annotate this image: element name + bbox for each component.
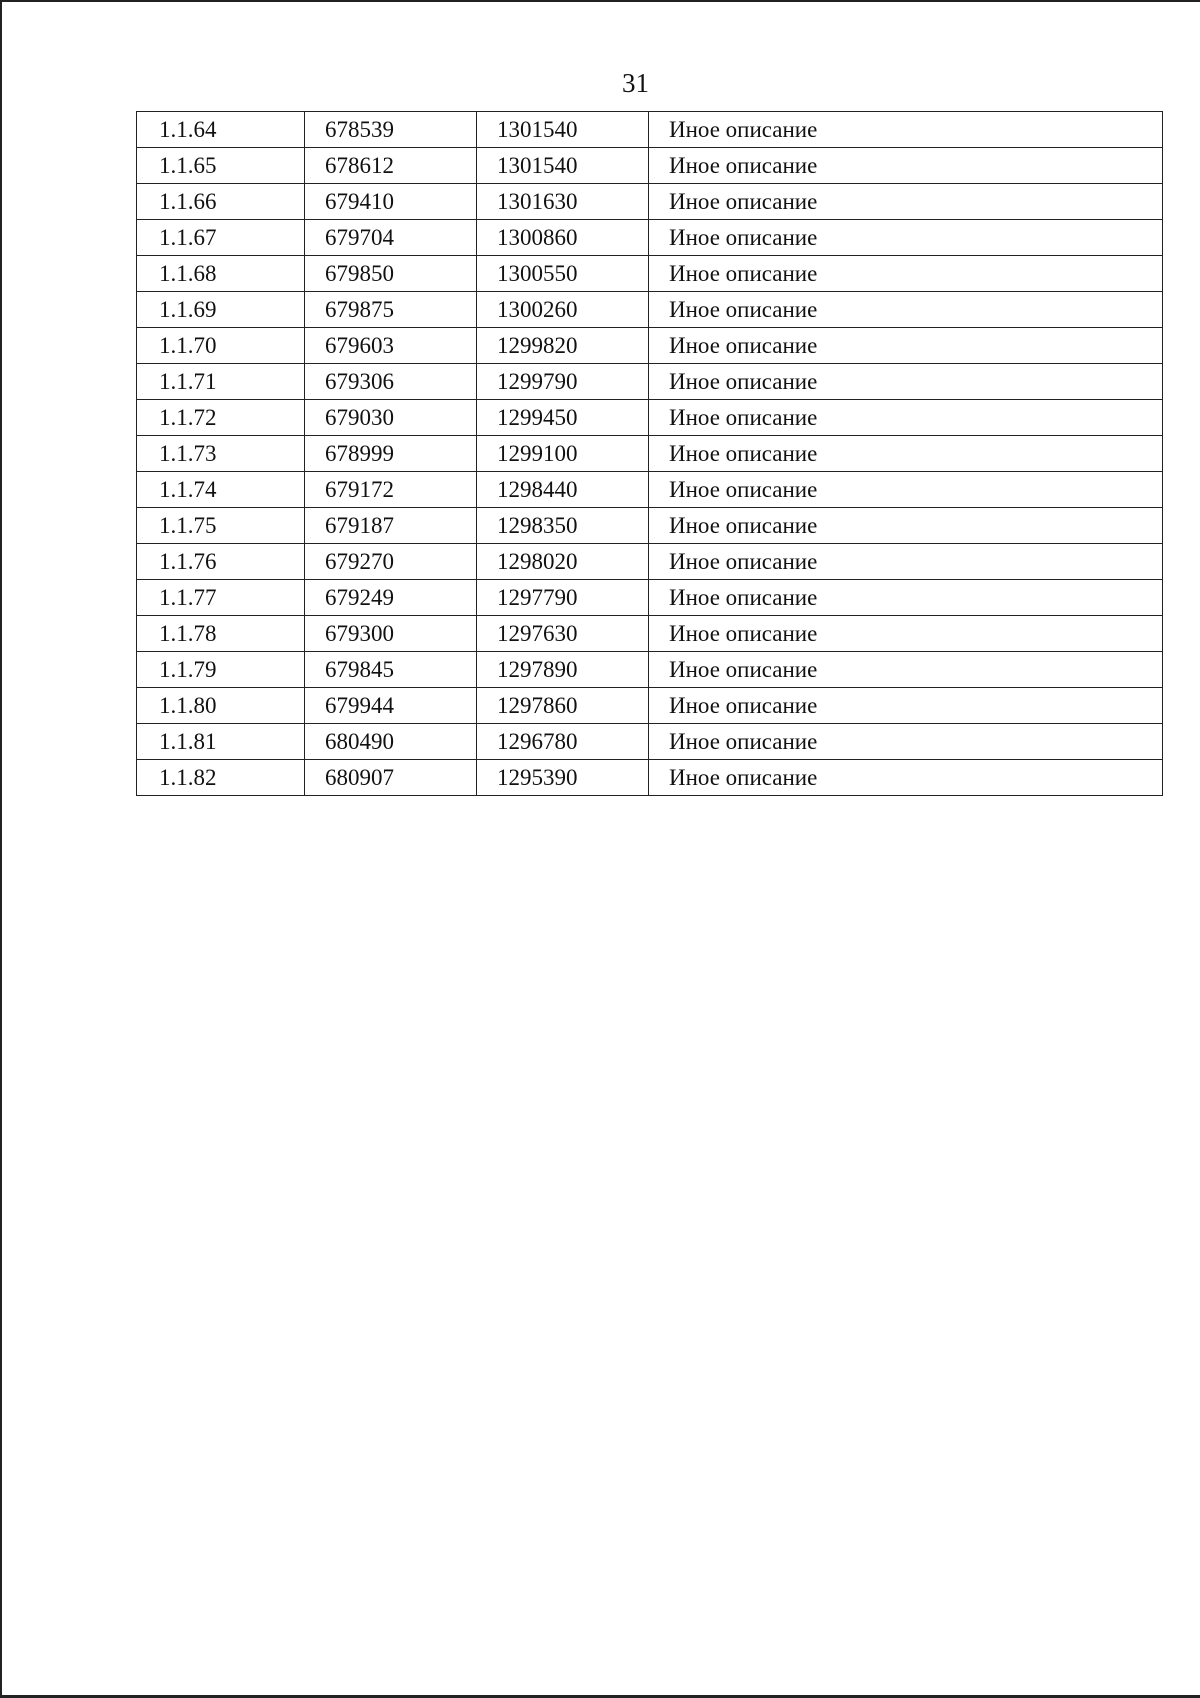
description-cell: Иное описание [649,760,1163,796]
table-row [137,580,1163,616]
table-row [137,256,1163,292]
x-coordinate-cell: 679704 [305,220,477,256]
coordinates-table [136,111,1163,796]
table-row [137,760,1163,796]
y-coordinate-cell: 1299820 [477,328,649,364]
table-row [137,112,1163,148]
description-cell: Иное описание [649,724,1163,760]
point-number-cell: 1.1.77 [137,580,305,616]
point-number-cell: 1.1.65 [137,148,305,184]
y-coordinate-cell: 1297630 [477,616,649,652]
x-coordinate-cell: 678999 [305,436,477,472]
x-coordinate-cell: 679187 [305,508,477,544]
table-row [137,400,1163,436]
x-coordinate-cell: 679300 [305,616,477,652]
y-coordinate-cell: 1297790 [477,580,649,616]
table-row [137,724,1163,760]
y-coordinate-cell: 1295390 [477,760,649,796]
point-number-cell: 1.1.81 [137,724,305,760]
description-cell: Иное описание [649,616,1163,652]
point-number-cell: 1.1.64 [137,112,305,148]
x-coordinate-cell: 679410 [305,184,477,220]
table-row [137,436,1163,472]
table-row [137,544,1163,580]
description-cell: Иное описание [649,580,1163,616]
page-number: 31 [622,68,649,98]
description-cell: Иное описание [649,184,1163,220]
y-coordinate-cell: 1300260 [477,292,649,328]
x-coordinate-cell: 680907 [305,760,477,796]
description-cell: Иное описание [649,436,1163,472]
point-number-cell: 1.1.67 [137,220,305,256]
description-cell: Иное описание [649,256,1163,292]
point-number-cell: 1.1.79 [137,652,305,688]
description-cell: Иное описание [649,148,1163,184]
y-coordinate-cell: 1296780 [477,724,649,760]
point-number-cell: 1.1.70 [137,328,305,364]
table-row [137,472,1163,508]
point-number-cell: 1.1.75 [137,508,305,544]
table-row [137,220,1163,256]
description-cell: Иное описание [649,544,1163,580]
x-coordinate-cell: 680490 [305,724,477,760]
table-row [137,328,1163,364]
x-coordinate-cell: 679603 [305,328,477,364]
description-cell: Иное описание [649,652,1163,688]
y-coordinate-cell: 1297860 [477,688,649,724]
description-cell: Иное описание [649,688,1163,724]
description-cell: Иное описание [649,364,1163,400]
description-cell: Иное описание [649,400,1163,436]
description-cell: Иное описание [649,220,1163,256]
table-row [137,364,1163,400]
table-row [137,652,1163,688]
description-cell: Иное описание [649,112,1163,148]
x-coordinate-cell: 679944 [305,688,477,724]
point-number-cell: 1.1.68 [137,256,305,292]
table-row [137,148,1163,184]
x-coordinate-cell: 679850 [305,256,477,292]
y-coordinate-cell: 1299100 [477,436,649,472]
point-number-cell: 1.1.76 [137,544,305,580]
y-coordinate-cell: 1298350 [477,508,649,544]
x-coordinate-cell: 679030 [305,400,477,436]
point-number-cell: 1.1.78 [137,616,305,652]
x-coordinate-cell: 679875 [305,292,477,328]
description-cell: Иное описание [649,508,1163,544]
table-row [137,292,1163,328]
point-number-cell: 1.1.73 [137,436,305,472]
description-cell: Иное описание [649,328,1163,364]
y-coordinate-cell: 1299450 [477,400,649,436]
point-number-cell: 1.1.72 [137,400,305,436]
x-coordinate-cell: 679306 [305,364,477,400]
coordinates-table-body [137,112,1163,796]
description-cell: Иное описание [649,292,1163,328]
y-coordinate-cell: 1298020 [477,544,649,580]
x-coordinate-cell: 678612 [305,148,477,184]
point-number-cell: 1.1.66 [137,184,305,220]
y-coordinate-cell: 1301540 [477,112,649,148]
y-coordinate-cell: 1300550 [477,256,649,292]
point-number-cell: 1.1.82 [137,760,305,796]
y-coordinate-cell: 1301540 [477,148,649,184]
y-coordinate-cell: 1297890 [477,652,649,688]
y-coordinate-cell: 1298440 [477,472,649,508]
y-coordinate-cell: 1300860 [477,220,649,256]
point-number-cell: 1.1.69 [137,292,305,328]
y-coordinate-cell: 1301630 [477,184,649,220]
x-coordinate-cell: 679845 [305,652,477,688]
x-coordinate-cell: 679249 [305,580,477,616]
point-number-cell: 1.1.71 [137,364,305,400]
point-number-cell: 1.1.74 [137,472,305,508]
point-number-cell: 1.1.80 [137,688,305,724]
table-row [137,616,1163,652]
table-row [137,508,1163,544]
description-cell: Иное описание [649,472,1163,508]
x-coordinate-cell: 679172 [305,472,477,508]
x-coordinate-cell: 679270 [305,544,477,580]
table-row [137,688,1163,724]
y-coordinate-cell: 1299790 [477,364,649,400]
x-coordinate-cell: 678539 [305,112,477,148]
table-row [137,184,1163,220]
